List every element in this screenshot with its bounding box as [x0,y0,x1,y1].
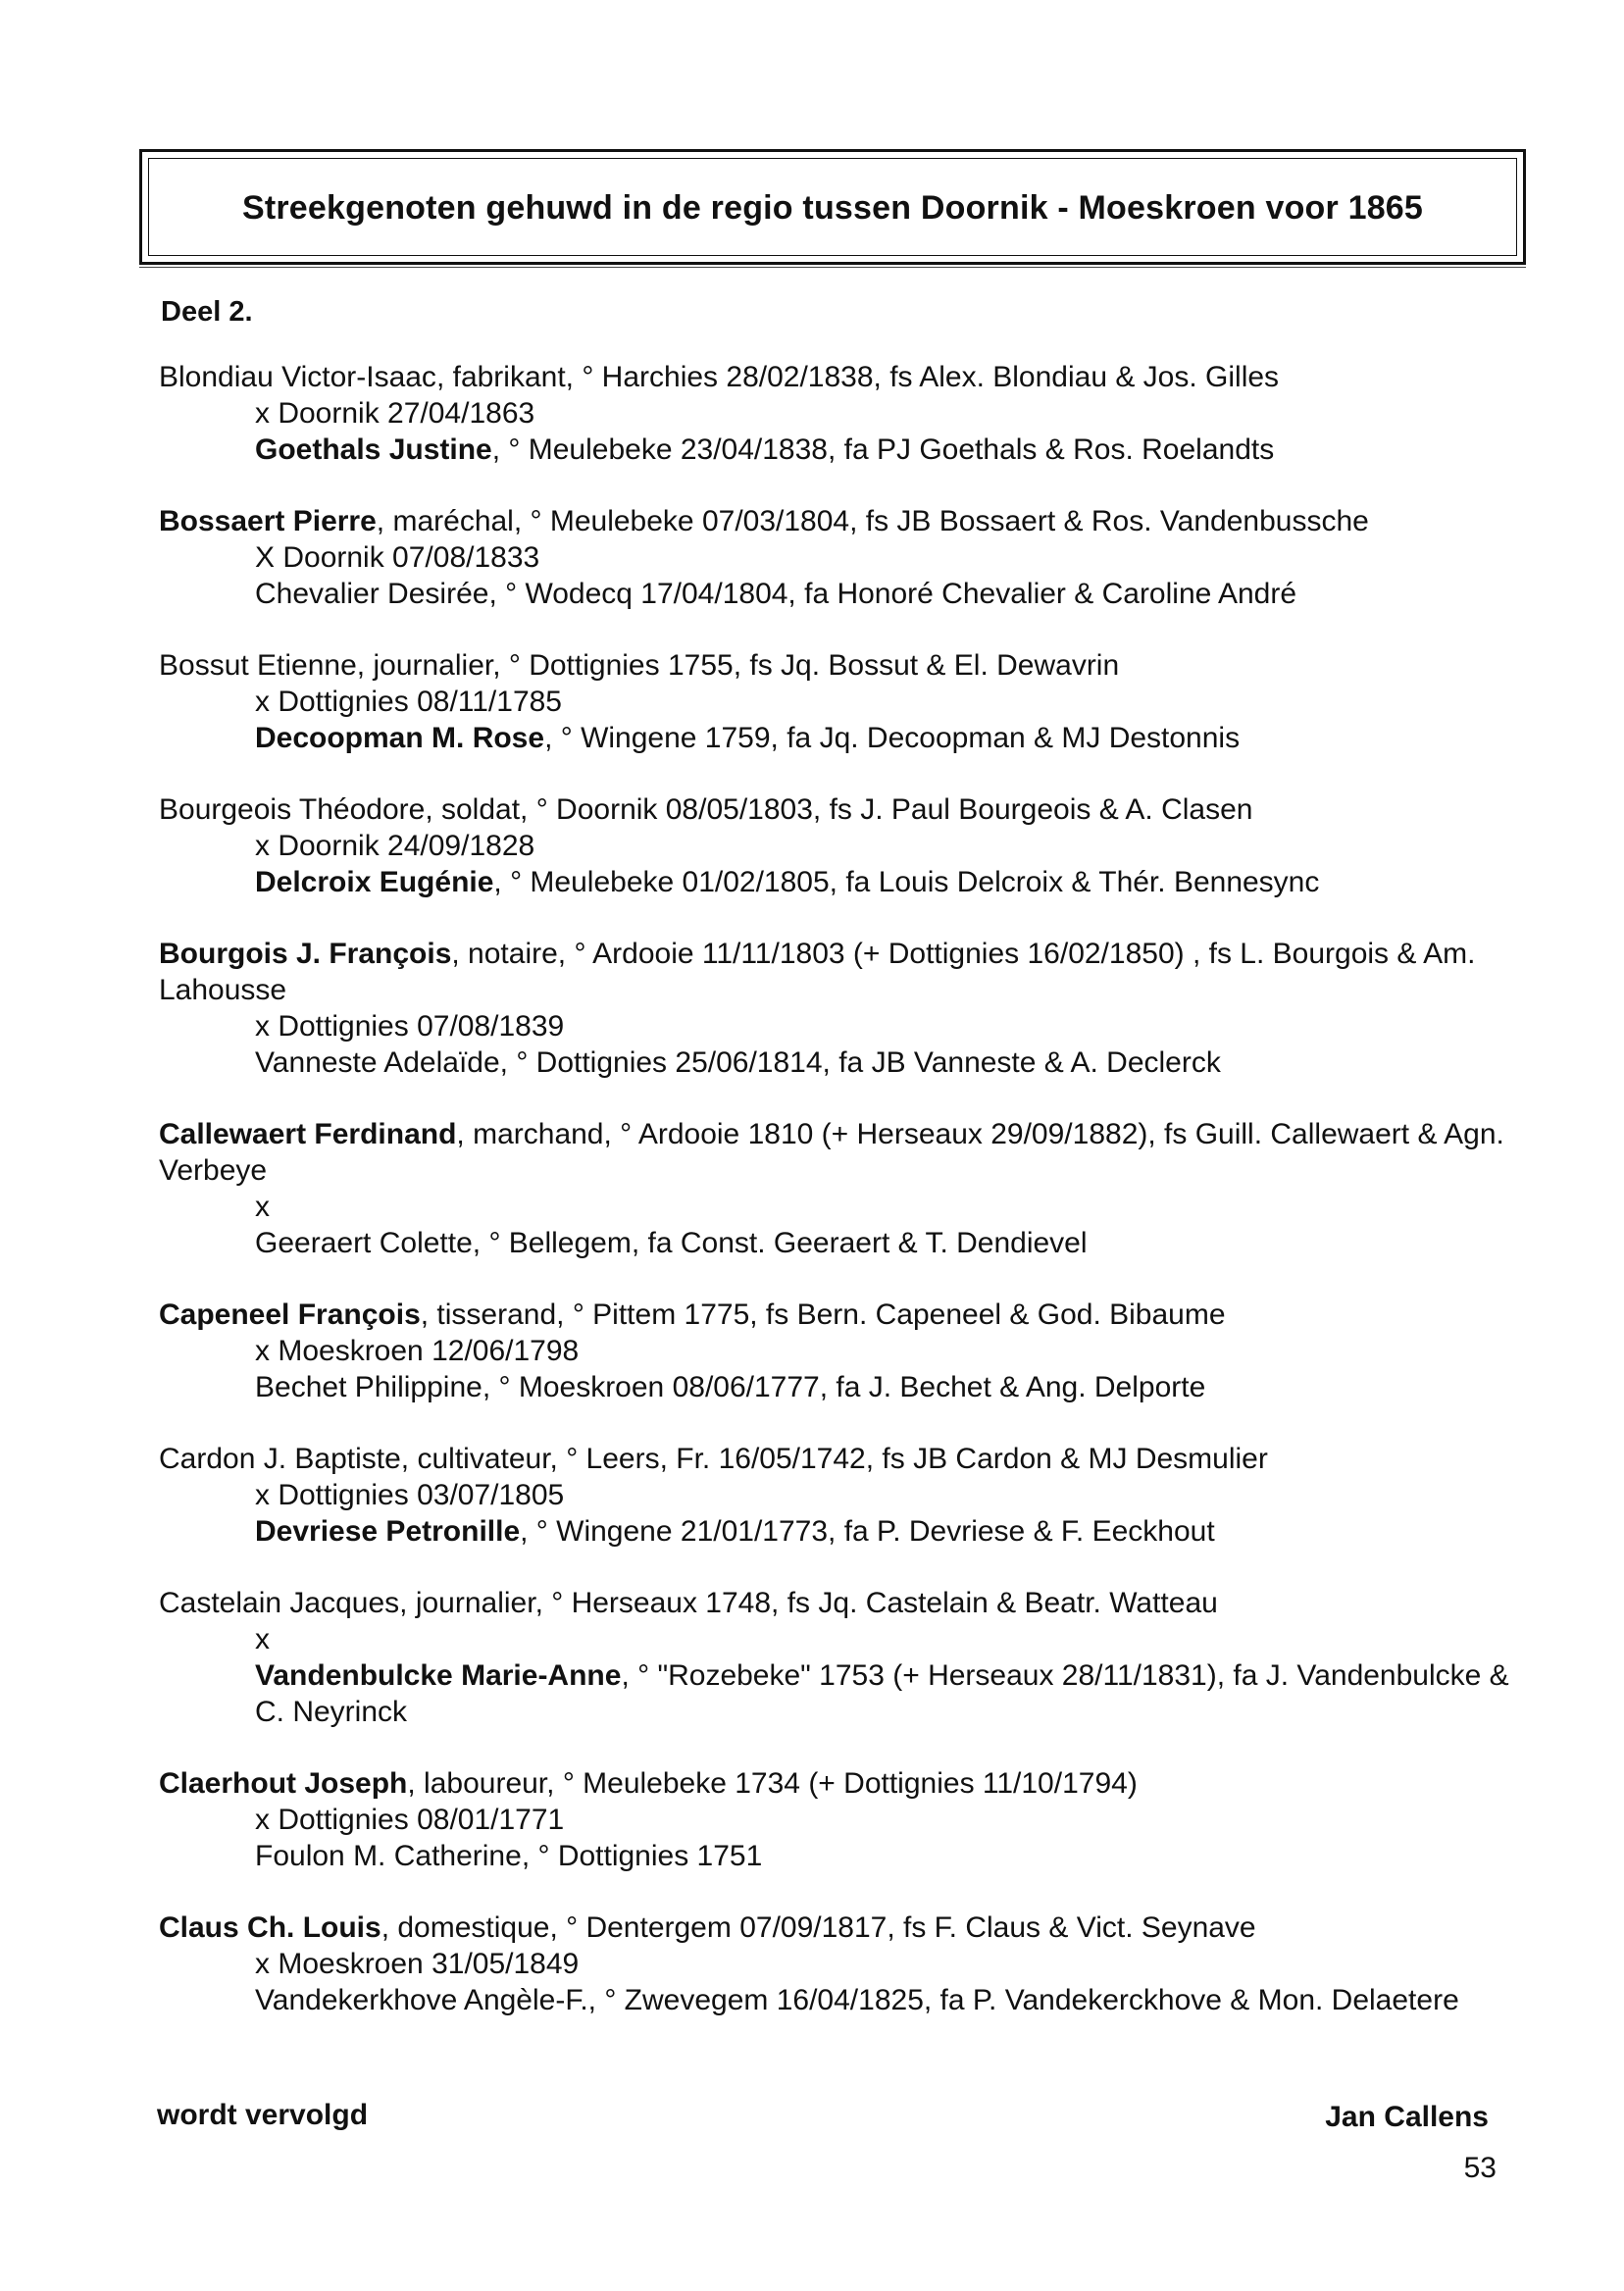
husband-details: , soldat, ° Doornik 08/05/1803, fs J. Paul Bourgeois & A. Clasen [425,793,1253,826]
page-number: 53 [1463,2152,1497,2184]
husband-name: Claerhout Joseph [159,1767,408,1800]
wife-name: Geeraert Colette [255,1227,473,1259]
marriage-line: X Doornik 07/08/1833 [255,541,540,574]
wife-line [159,1513,1522,1550]
husband-line [159,1765,1522,1802]
wife-name: Delcroix Eugénie [255,866,494,898]
marriage-record [159,1585,1522,1730]
wife-name: Devriese Petronille [255,1515,521,1548]
wife-name: Foulon M. Catherine [255,1840,522,1872]
marriage-line: x Dottignies 07/08/1839 [255,1010,565,1043]
husband-details: , journalier, ° Dottignies 1755, fs Jq. Bossut & El. Dewavrin [356,649,1120,682]
husband-line [159,359,1522,395]
wife-name: Chevalier Desirée [255,578,489,610]
section-label: Deel 2. [161,296,253,328]
wife-name: Vandenbulcke Marie-Anne [255,1659,622,1692]
title-box [139,149,1526,265]
wife-details: , ° "Rozebeke" 1753 (+ Herseaux 28/11/1831), fa J. Vandenbulcke & C. Neyrinck [255,1659,1509,1728]
marriage-line: x [255,1191,270,1223]
marriage-record [159,936,1522,1081]
marriage-record [159,1441,1522,1550]
continued-note: wordt vervolgd [157,2099,369,2131]
wife-details: , ° Dottignies 25/06/1814, fa JB Vanneste & A. Declerck [499,1046,1221,1079]
wife-details: , ° Bellegem, fa Const. Geeraert & T. Dendievel [472,1227,1088,1259]
husband-name: Castelain Jacques [159,1587,400,1619]
husband-line [159,936,1522,1008]
marriage-record [159,1297,1522,1405]
marriage-line: x Doornik 27/04/1863 [255,397,535,430]
husband-name: Bourgois J. François [159,938,452,970]
husband-name: Bossut Etienne [159,649,357,682]
wife-details: , ° Zwevegem 16/04/1825, fa P. Vandekerckhove & Mon. Delaetere [587,1984,1459,2016]
wife-line [159,1982,1522,2018]
wife-name: Vanneste Adelaïde [255,1046,500,1079]
husband-details: , notaire, ° Ardooie 11/11/1803 (+ Dottignies 16/02/1850) , fs L. Bourgois & Am. Lahousse [159,938,1476,1006]
husband-name: Bossaert Pierre [159,505,377,537]
husband-details: , cultivateur, ° Leers, Fr. 16/05/1742, fs JB Cardon & MJ Desmulier [400,1443,1268,1475]
wife-line [159,1657,1522,1730]
marriage-record [159,1116,1522,1261]
husband-name: Callewaert Ferdinand [159,1118,457,1150]
wife-details: , ° Moeskroen 08/06/1777, fa J. Bechet & Ang. Delporte [482,1371,1206,1403]
husband-line [159,1116,1522,1189]
husband-line [159,647,1522,684]
husband-line [159,1585,1522,1621]
marriage-record [159,359,1522,468]
marriage-line: x [255,1623,270,1655]
marriage-record [159,1765,1522,1874]
wife-line [159,1838,1522,1874]
husband-details: , laboureur, ° Meulebeke 1734 (+ Dottignies 11/10/1794) [407,1767,1138,1800]
husband-details: , journalier, ° Herseaux 1748, fs Jq. Castelain & Beatr. Watteau [399,1587,1218,1619]
husband-details: , fabrikant, ° Harchies 28/02/1838, fs Alex. Blondiau & Jos. Gilles [435,361,1280,393]
wife-line [159,576,1522,612]
marriage-record [159,1909,1522,2018]
marriage-line: x Moeskroen 31/05/1849 [255,1948,580,1980]
wife-line [159,720,1522,756]
author-name: Jan Callens [1325,2101,1489,2133]
marriage-line: x Doornik 24/09/1828 [255,830,535,862]
wife-name: Vandekerkhove Angèle-F. [255,1984,588,2016]
wife-line [159,864,1522,900]
husband-details: , maréchal, ° Meulebeke 07/03/1804, fs JB Bossaert & Ros. Vandenbussche [376,505,1369,537]
marriage-line: x Dottignies 08/11/1785 [255,686,562,718]
husband-name: Cardon J. Baptiste [159,1443,401,1475]
husband-line [159,1909,1522,1946]
husband-name: Claus Ch. Louis [159,1911,381,1944]
wife-details: , ° Dottignies 1751 [521,1840,763,1872]
marriage-record [159,503,1522,612]
wife-name: Bechet Philippine [255,1371,482,1403]
wife-details: , ° Meulebeke 23/04/1838, fa PJ Goethals & Ros. Roelandts [491,433,1275,466]
husband-details: , tisserand, ° Pittem 1775, fs Bern. Capeneel & God. Bibaume [420,1298,1226,1331]
marriage-line: x Dottignies 08/01/1771 [255,1804,565,1836]
husband-line [159,503,1522,539]
husband-name: Capeneel François [159,1298,421,1331]
wife-details: , ° Wingene 1759, fa Jq. Decoopman & MJ Destonnis [544,722,1241,754]
husband-name: Blondiau Victor-Isaac [159,361,436,393]
page-title: Streekgenoten gehuwd in de regio tussen Doornik - Moeskroen voor 1865 [241,189,1424,227]
wife-line [159,432,1522,468]
wife-details: , ° Wingene 21/01/1773, fa P. Devriese & F. Eeckhout [520,1515,1215,1548]
marriage-line: x Moeskroen 12/06/1798 [255,1335,580,1367]
wife-name: Goethals Justine [255,433,492,466]
husband-line [159,791,1522,828]
wife-details: , ° Wodecq 17/04/1804, fa Honoré Chevalier & Caroline André [488,578,1297,610]
wife-line [159,1369,1522,1405]
husband-line [159,1297,1522,1333]
husband-details: , marchand, ° Ardooie 1810 (+ Herseaux 29/09/1882), fs Guill. Callewaert & Agn. Verbeye [159,1118,1504,1187]
marriage-line: x Dottignies 03/07/1805 [255,1479,565,1511]
wife-name: Decoopman M. Rose [255,722,545,754]
wife-line [159,1225,1522,1261]
husband-details: , domestique, ° Dentergem 07/09/1817, fs F. Claus & Vict. Seynave [381,1911,1256,1944]
marriage-record [159,791,1522,900]
marriage-record [159,647,1522,756]
wife-line [159,1044,1522,1081]
husband-line [159,1441,1522,1477]
marriage-records [159,359,1522,2054]
wife-details: , ° Meulebeke 01/02/1805, fa Louis Delcroix & Thér. Bennesync [493,866,1320,898]
husband-name: Bourgeois Théodore [159,793,426,826]
